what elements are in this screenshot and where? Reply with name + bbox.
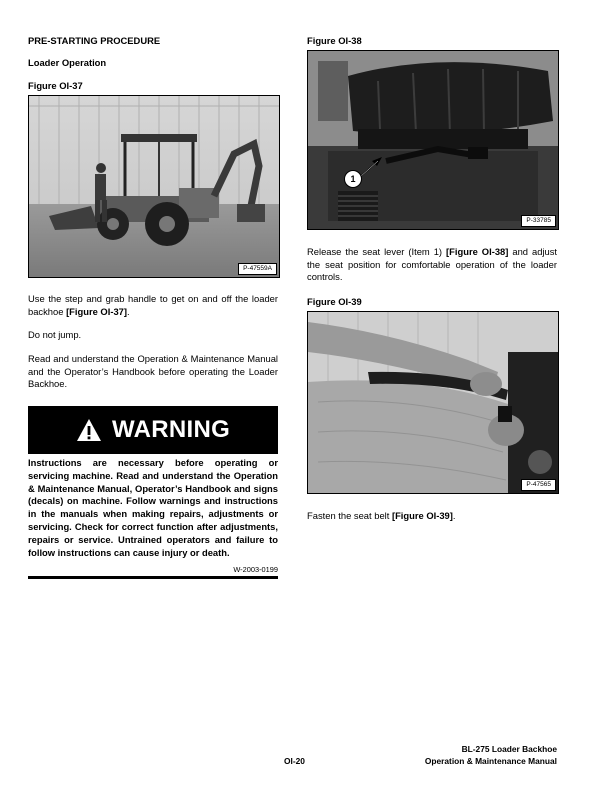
seat-belt-photo-illustration bbox=[308, 312, 558, 493]
paragraph-do-not-jump: Do not jump. bbox=[28, 329, 82, 340]
figure-oi-38-label: Figure OI-38 bbox=[307, 35, 362, 46]
figure-oi-37-photo bbox=[28, 95, 280, 278]
paragraph-fasten-seat-belt: Fasten the seat belt [Figure OI-39]. bbox=[307, 510, 456, 521]
figure-oi-38-photo-number: P-33785 bbox=[521, 215, 556, 227]
manual-title-line-2: Operation & Maintenance Manual bbox=[424, 756, 557, 766]
figure-reference: [Figure OI-39] bbox=[391, 510, 453, 521]
warning-body: Instructions are necessary before operating or servicing machine. Read and understand the Operation & Maintenance Manual, Operator’s Handbook and signs (decals) on machine. Follow warnings and instructions in the manuals when making repairs, adjustments or servicing. Check for correct function after adjustments, repairs or service. Untrained operators and failure to follow instructions can cause injury or death. bbox=[28, 457, 278, 558]
page-number: OI-20 bbox=[284, 756, 305, 766]
paragraph-release-seat-lever: Release the seat lever (Item 1) [Figure OI-38] and adjust the seat position for comfortable operation of the loader controls. bbox=[307, 246, 557, 283]
figure-oi-39-label: Figure OI-39 bbox=[307, 296, 362, 307]
warning-title: WARNING bbox=[111, 416, 231, 443]
figure-oi-38-photo bbox=[307, 50, 559, 230]
warning-banner bbox=[28, 406, 278, 454]
paragraph-read-manuals: Read and understand the Operation & Maintenance Manual and the Operator’s Handbook before operating the Loader Backhoe. bbox=[28, 353, 278, 390]
subsection-heading: Loader Operation bbox=[28, 57, 107, 68]
figure-oi-39-photo bbox=[307, 311, 559, 494]
backhoe-photo-illustration bbox=[29, 96, 279, 277]
warning-bottom-rule bbox=[28, 576, 278, 579]
figure-oi-39-photo-number: P-47565 bbox=[521, 479, 556, 491]
callout-item-1: 1 bbox=[344, 170, 362, 188]
figure-oi-37-label: Figure OI-37 bbox=[28, 80, 83, 91]
section-heading: PRE-STARTING PROCEDURE bbox=[28, 35, 161, 46]
figure-reference: [Figure OI-38] bbox=[446, 246, 509, 257]
warning-code: W-2003-0199 bbox=[233, 565, 278, 574]
paragraph-step-and-grab: Use the step and grab handle to get on and off the loader backhoe [Figure OI-37]. bbox=[28, 293, 278, 317]
figure-reference: [Figure OI-37] bbox=[66, 305, 128, 317]
seat-lever-photo-illustration bbox=[308, 51, 558, 229]
warning-triangle-icon bbox=[76, 418, 102, 442]
manual-title-line-1: BL-275 Loader Backhoe bbox=[461, 744, 557, 754]
figure-oi-37-photo-number: P-47559A bbox=[238, 263, 277, 275]
